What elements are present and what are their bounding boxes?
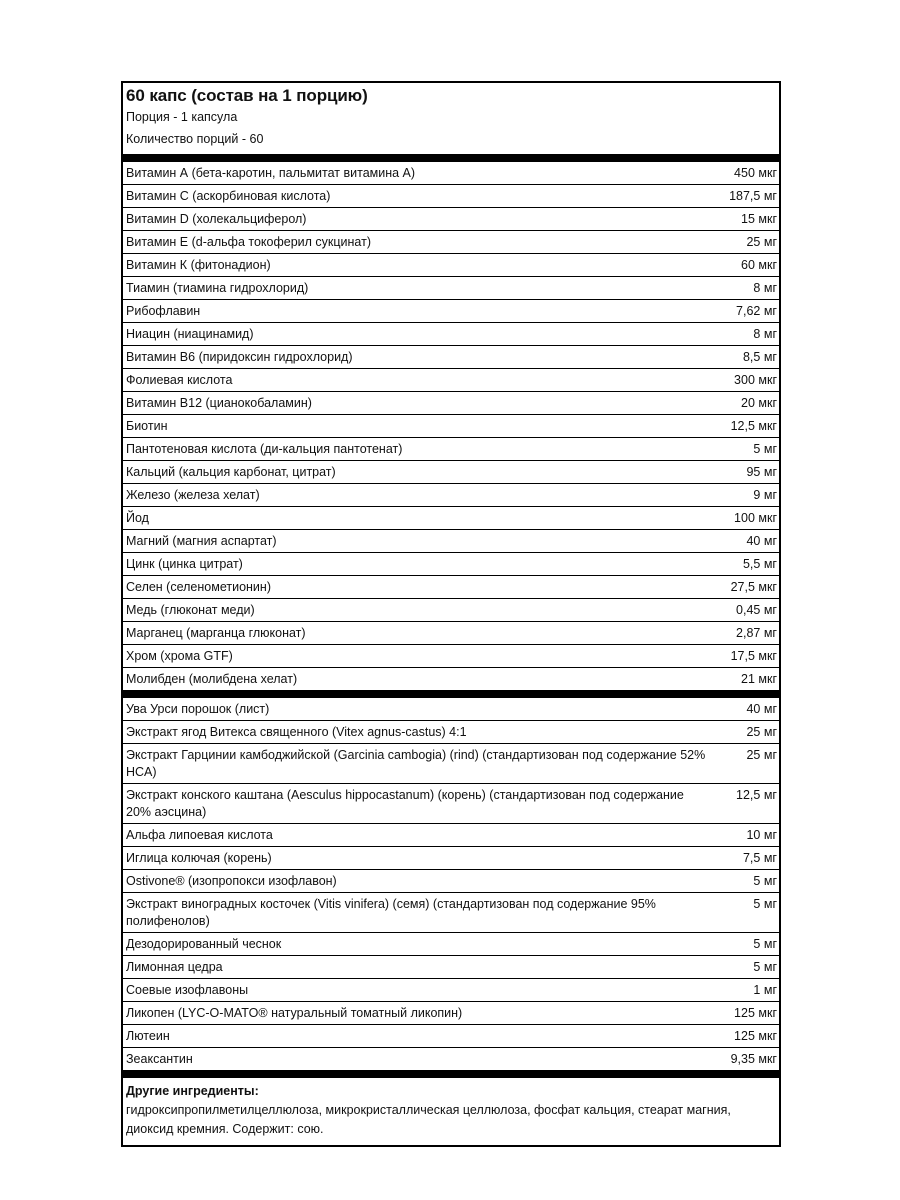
ingredient-name: Экстракт конского каштана (Aesculus hippocastanum) (корень) (стандартизован под содержание 20% аэсцина) xyxy=(126,788,684,819)
ingredient-name: Иглица колючая (корень) xyxy=(126,851,272,865)
ingredient-amount: 17,5 мкг xyxy=(730,649,777,663)
ingredient-amount: 2,87 мг xyxy=(736,626,777,640)
ingredient-name: Молибден (молибдена хелат) xyxy=(126,672,298,686)
ingredient-row xyxy=(123,483,779,506)
ingredient-amount: 450 мкг xyxy=(734,166,777,180)
other-ingredients xyxy=(123,1078,779,1145)
ingredient-amount: 5 мг xyxy=(753,937,777,951)
ingredient-row xyxy=(123,506,779,529)
ingredient-row xyxy=(123,667,779,690)
ingredient-row xyxy=(123,575,779,598)
ingredient-row xyxy=(123,162,779,184)
ingredient-amount: 8 мг xyxy=(753,327,777,341)
ingredient-row xyxy=(123,783,779,823)
ingredient-name: Витамин А (бета-каротин, пальмитат витамина А) xyxy=(126,166,416,180)
ingredient-name: Рибофлавин xyxy=(126,304,201,318)
other-ingredients-label: Другие ингредиенты: xyxy=(126,1084,259,1098)
ingredient-amount: 40 мг xyxy=(746,534,777,548)
ingredient-amount: 25 мг xyxy=(746,748,777,762)
ingredient-row xyxy=(123,299,779,322)
ingredient-amount: 125 мкг xyxy=(734,1029,777,1043)
panel-header xyxy=(123,83,779,154)
ingredient-name: Ликопен (LYC-O-MATO® натуральный томатный ликопин) xyxy=(126,1006,463,1020)
ingredient-amount: 100 мкг xyxy=(734,511,777,525)
ingredient-row xyxy=(123,598,779,621)
ingredient-row xyxy=(123,460,779,483)
ingredient-amount: 12,5 мг xyxy=(736,788,777,802)
ingredient-name: Лимонная цедра xyxy=(126,960,223,974)
ingredient-name: Ниацин (ниацинамид) xyxy=(126,327,254,341)
ingredient-amount: 0,45 мг xyxy=(736,603,777,617)
section-divider xyxy=(123,1070,779,1078)
section-divider xyxy=(123,154,779,162)
ingredient-row xyxy=(123,621,779,644)
ingredient-row xyxy=(123,1024,779,1047)
ingredient-name: Цинк (цинка цитрат) xyxy=(126,557,243,571)
ingredient-row xyxy=(123,207,779,230)
ingredient-name: Зеаксантин xyxy=(126,1052,193,1066)
ingredient-amount: 8,5 мг xyxy=(742,350,777,364)
ingredient-name: Марганец (марганца глюконат) xyxy=(126,626,306,640)
ingredient-name: Витамин К (фитонадион) xyxy=(126,258,271,272)
ingredient-name: Дезодорированный чеснок xyxy=(126,937,282,951)
ingredient-amount: 20 мкг xyxy=(741,396,777,410)
ingredient-amount: 9,35 мкг xyxy=(730,1052,777,1066)
ingredient-row xyxy=(123,253,779,276)
ingredient-amount: 125 мкг xyxy=(734,1006,777,1020)
ingredient-amount: 15 мкг xyxy=(741,212,777,226)
ingredient-amount: 25 мг xyxy=(746,235,777,249)
servings-count: Количество порций - 60 xyxy=(126,132,264,146)
serving-size: Порция - 1 капсула xyxy=(126,110,238,124)
ingredient-name: Фолиевая кислота xyxy=(126,373,233,387)
ingredient-name: Йод xyxy=(126,511,149,525)
ingredient-name: Экстракт ягод Витекса священного (Vitex agnus-castus) 4:1 xyxy=(126,725,467,739)
ingredient-name: Хром (хрома GTF) xyxy=(126,649,233,663)
ingredient-name: Медь (глюконат меди) xyxy=(126,603,255,617)
ingredient-name: Ува Урси порошок (лист) xyxy=(126,702,270,716)
ingredient-name: Пантотеновая кислота (ди-кальция пантотенат) xyxy=(126,442,403,456)
ingredient-name: Магний (магния аспартат) xyxy=(126,534,277,548)
ingredient-amount: 8 мг xyxy=(753,281,777,295)
ingredient-name: Альфа липоевая кислота xyxy=(126,828,273,842)
other-ingredients-text: гидроксипропилметилцеллюлоза, микрокристаллическая целлюлоза, фосфат кальция, стеарат магния, диоксид кремния. Содержит: сою. xyxy=(126,1103,731,1136)
ingredient-amount: 9 мг xyxy=(753,488,777,502)
ingredient-row xyxy=(123,1001,779,1024)
ingredient-row xyxy=(123,276,779,299)
ingredient-amount: 12,5 мкг xyxy=(730,419,777,433)
ingredient-name: Железо (железа хелат) xyxy=(126,488,260,502)
ingredient-name: Витамин С (аскорбиновая кислота) xyxy=(126,189,331,203)
ingredient-name: Селен (селенометионин) xyxy=(126,580,271,594)
ingredient-name: Витамин Е (d-альфа токоферил сукцинат) xyxy=(126,235,371,249)
ingredient-amount: 300 мкг xyxy=(734,373,777,387)
ingredient-amount: 21 мкг xyxy=(741,672,777,686)
ingredient-amount: 95 мг xyxy=(746,465,777,479)
ingredient-amount: 60 мкг xyxy=(741,258,777,272)
ingredient-row xyxy=(123,345,779,368)
ingredient-amount: 5 мг xyxy=(753,897,777,911)
ingredient-row xyxy=(123,823,779,846)
ingredient-row xyxy=(123,437,779,460)
ingredient-amount: 7,5 мг xyxy=(742,851,777,865)
ingredient-amount: 5 мг xyxy=(753,442,777,456)
ingredient-row xyxy=(123,743,779,783)
supplement-facts-panel xyxy=(121,81,781,1147)
ingredient-amount: 25 мг xyxy=(746,725,777,739)
ingredient-amount: 7,62 мг xyxy=(736,304,777,318)
herbal-extracts-list xyxy=(123,698,779,1070)
ingredient-row xyxy=(123,955,779,978)
ingredient-name: Экстракт Гарцинии камбоджийской (Garcinia cambogia) (rind) (стандартизован под содержание 52% HCA) xyxy=(126,748,706,779)
ingredient-row xyxy=(123,978,779,1001)
ingredient-row xyxy=(123,552,779,575)
ingredient-row xyxy=(123,414,779,437)
vitamins-minerals-list xyxy=(123,162,779,690)
ingredient-amount: 5 мг xyxy=(753,960,777,974)
ingredient-row xyxy=(123,1047,779,1070)
ingredient-name: Витамин В6 (пиридоксин гидрохлорид) xyxy=(126,350,353,364)
ingredient-row xyxy=(123,932,779,955)
ingredient-amount: 187,5 мг xyxy=(729,189,777,203)
ingredient-amount: 1 мг xyxy=(753,983,777,997)
ingredient-amount: 5,5 мг xyxy=(742,557,777,571)
ingredient-row xyxy=(123,892,779,932)
ingredient-row xyxy=(123,644,779,667)
ingredient-row xyxy=(123,230,779,253)
ingredient-name: Витамин В12 (цианокобаламин) xyxy=(126,396,312,410)
ingredient-name: Лютеин xyxy=(126,1029,170,1043)
ingredient-row xyxy=(123,529,779,552)
panel-title: 60 капс (состав на 1 порцию) xyxy=(126,86,368,105)
ingredient-name: Кальций (кальция карбонат, цитрат) xyxy=(126,465,336,479)
ingredient-amount: 40 мг xyxy=(746,702,777,716)
ingredient-amount: 5 мг xyxy=(753,874,777,888)
ingredient-amount: 27,5 мкг xyxy=(730,580,777,594)
ingredient-row xyxy=(123,869,779,892)
ingredient-name: Биотин xyxy=(126,419,168,433)
ingredient-name: Экстракт виноградных косточек (Vitis vinifera) (семя) (стандартизован под содержание 95% полифенолов) xyxy=(126,897,656,928)
ingredient-row xyxy=(123,391,779,414)
ingredient-name: Ostivone® (изопропокси изофлавон) xyxy=(126,874,337,888)
ingredient-row xyxy=(123,698,779,720)
ingredient-row xyxy=(123,720,779,743)
ingredient-row xyxy=(123,322,779,345)
ingredient-name: Тиамин (тиамина гидрохлорид) xyxy=(126,281,309,295)
ingredient-name: Витамин D (холекальциферол) xyxy=(126,212,307,226)
ingredient-row xyxy=(123,368,779,391)
ingredient-name: Соевые изофлавоны xyxy=(126,983,249,997)
ingredient-row xyxy=(123,846,779,869)
ingredient-amount: 10 мг xyxy=(746,828,777,842)
ingredient-row xyxy=(123,184,779,207)
section-divider xyxy=(123,690,779,698)
